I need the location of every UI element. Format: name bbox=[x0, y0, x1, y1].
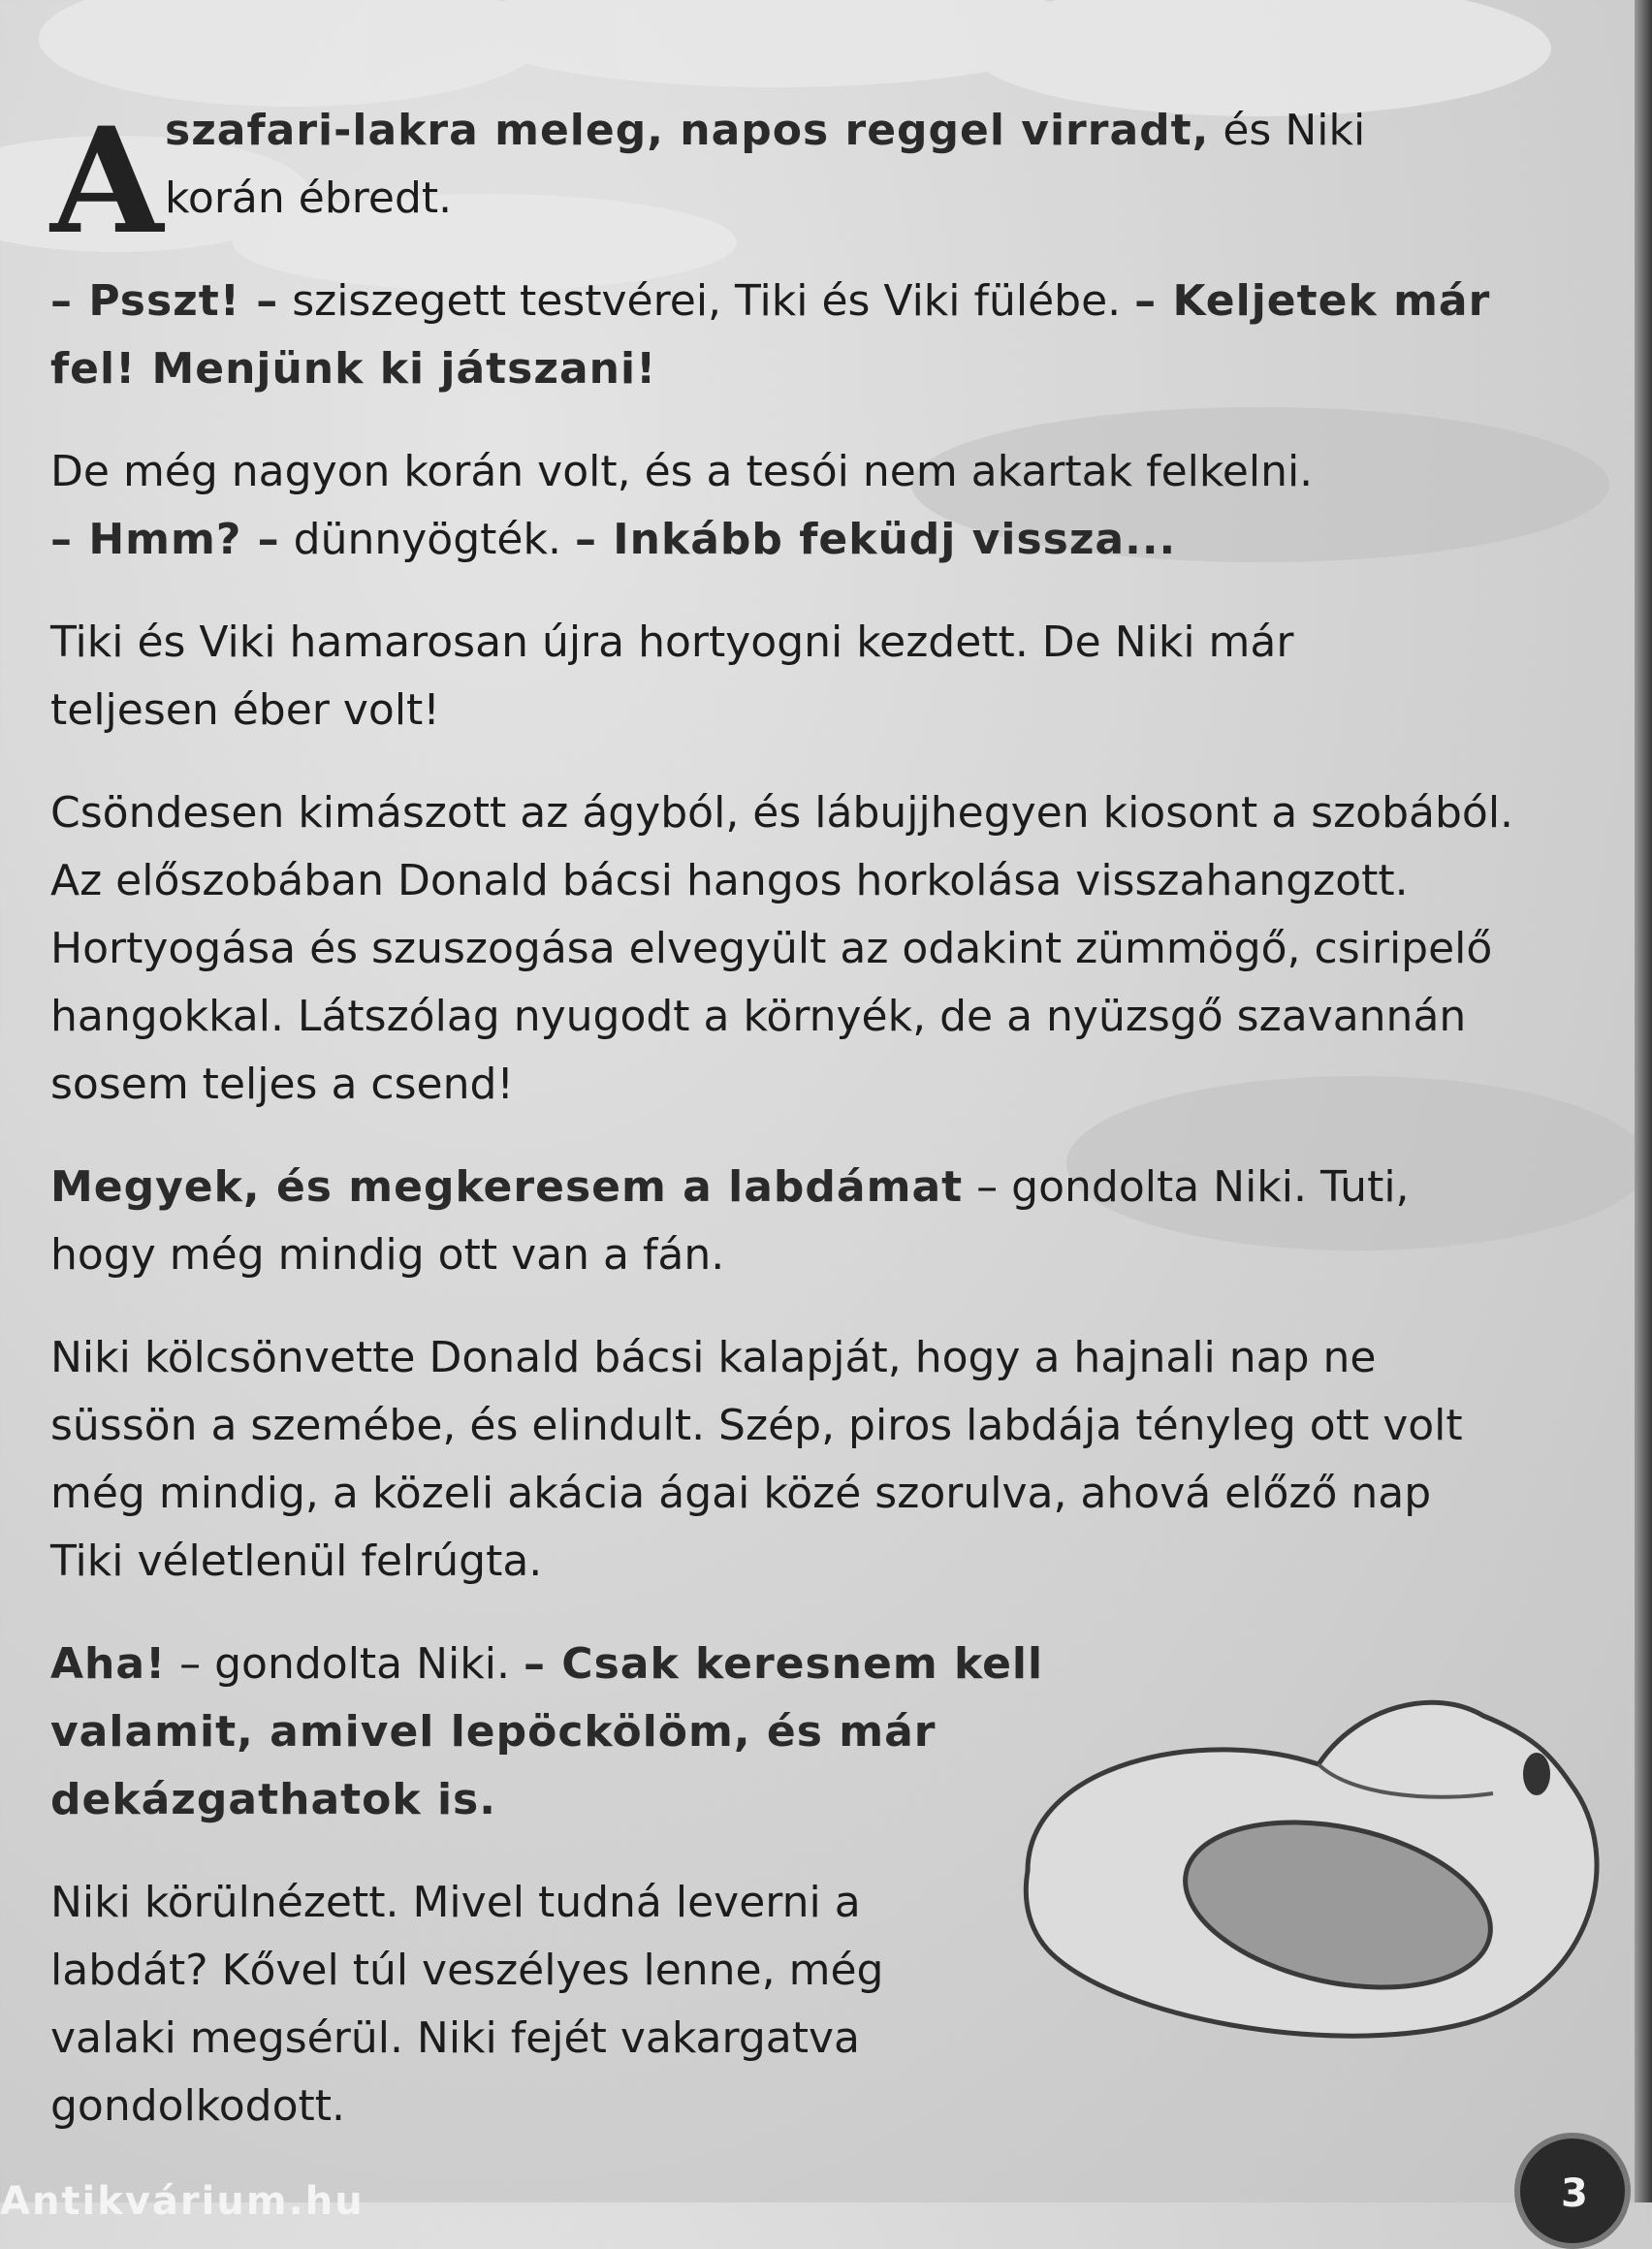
p6-normal: – gondolta Niki. Tuti, hogy még mindig ott van a fán. bbox=[50, 1162, 1410, 1280]
p6-bold: Megyek, és megkeresem a labdámat bbox=[50, 1162, 964, 1212]
p8-bold2: – Csak keresnem kell valamit, amivel lepöckölöm, és már dekázgathatok is. bbox=[50, 1639, 1044, 1824]
paragraph-9: Niki körülnézett. Mivel tudná leverni a labdát? Kővel túl veszélyes lenne, még valaki megsérül. Niki fejét vakargatva gondolkodott. bbox=[50, 1878, 884, 2131]
p3-bold1: – Hmm? – bbox=[50, 515, 280, 564]
paragraph-3 bbox=[50, 438, 1563, 574]
page-number: 3 bbox=[1561, 2171, 1588, 2216]
page-number-badge bbox=[1514, 2133, 1631, 2249]
p1-line2: korán ébredt. bbox=[165, 174, 453, 223]
paragraph-7: Niki kölcsönvette Donald bácsi kalapját, hogy a hajnali nap ne süssön a szemébe, és elindult. Szép, piros labdája tényleg ott volt még mindig, a közeli akácia ágai közé szorulva, ahová előző nap Tiki véletlenül felrúgta. bbox=[50, 1333, 1463, 1586]
p2-bold1: – Psszt! – bbox=[50, 276, 279, 326]
p8-bold1: Aha! bbox=[50, 1639, 167, 1689]
paragraph-1 bbox=[50, 97, 1563, 233]
hat-illustration bbox=[1008, 1648, 1609, 2055]
p1-normal: és Niki bbox=[1209, 106, 1366, 155]
p3-normal2: dünnyögték. bbox=[279, 515, 575, 564]
p2-bold2: – Keljetek már fel! Menjünk ki játszani! bbox=[50, 276, 1491, 394]
paragraph-2 bbox=[50, 268, 1563, 403]
paragraph-6 bbox=[50, 1154, 1485, 1289]
p3-normal1: De még nagyon korán volt, és a tesói nem akartak felkelni. bbox=[50, 447, 1314, 496]
book-spine-shadow bbox=[1635, 0, 1652, 2202]
watermark: Antikvárium.hu bbox=[0, 2179, 365, 2224]
paragraph-5: Csöndesen kimászott az ágyból, és lábujjhegyen kiosont a szobából. Az előszobában Donald bácsi hangos horkolása visszahangzott. Hortyogása és szuszogása elvegyült az odakint zümmögő, csiripelő hangokkal. Látszólag nyugodt a környék, de a nyüzsgő szavannán sosem teljes a csend! bbox=[50, 788, 1514, 1109]
p1-bold: szafari-lakra meleg, napos reggel virradt, bbox=[165, 106, 1210, 155]
p8-normal: – gondolta Niki. bbox=[166, 1639, 524, 1689]
paragraph-4: Tiki és Viki hamarosan újra hortyogni kezdett. De Niki már teljesen éber volt! bbox=[50, 618, 1294, 735]
drop-cap: A bbox=[50, 96, 164, 267]
paragraph-8 bbox=[50, 1631, 1068, 1834]
p2-normal: sziszegett testvérei, Tiki és Viki fülébe. bbox=[278, 276, 1135, 326]
p3-bold2: – Inkább feküdj vissza... bbox=[574, 515, 1177, 564]
